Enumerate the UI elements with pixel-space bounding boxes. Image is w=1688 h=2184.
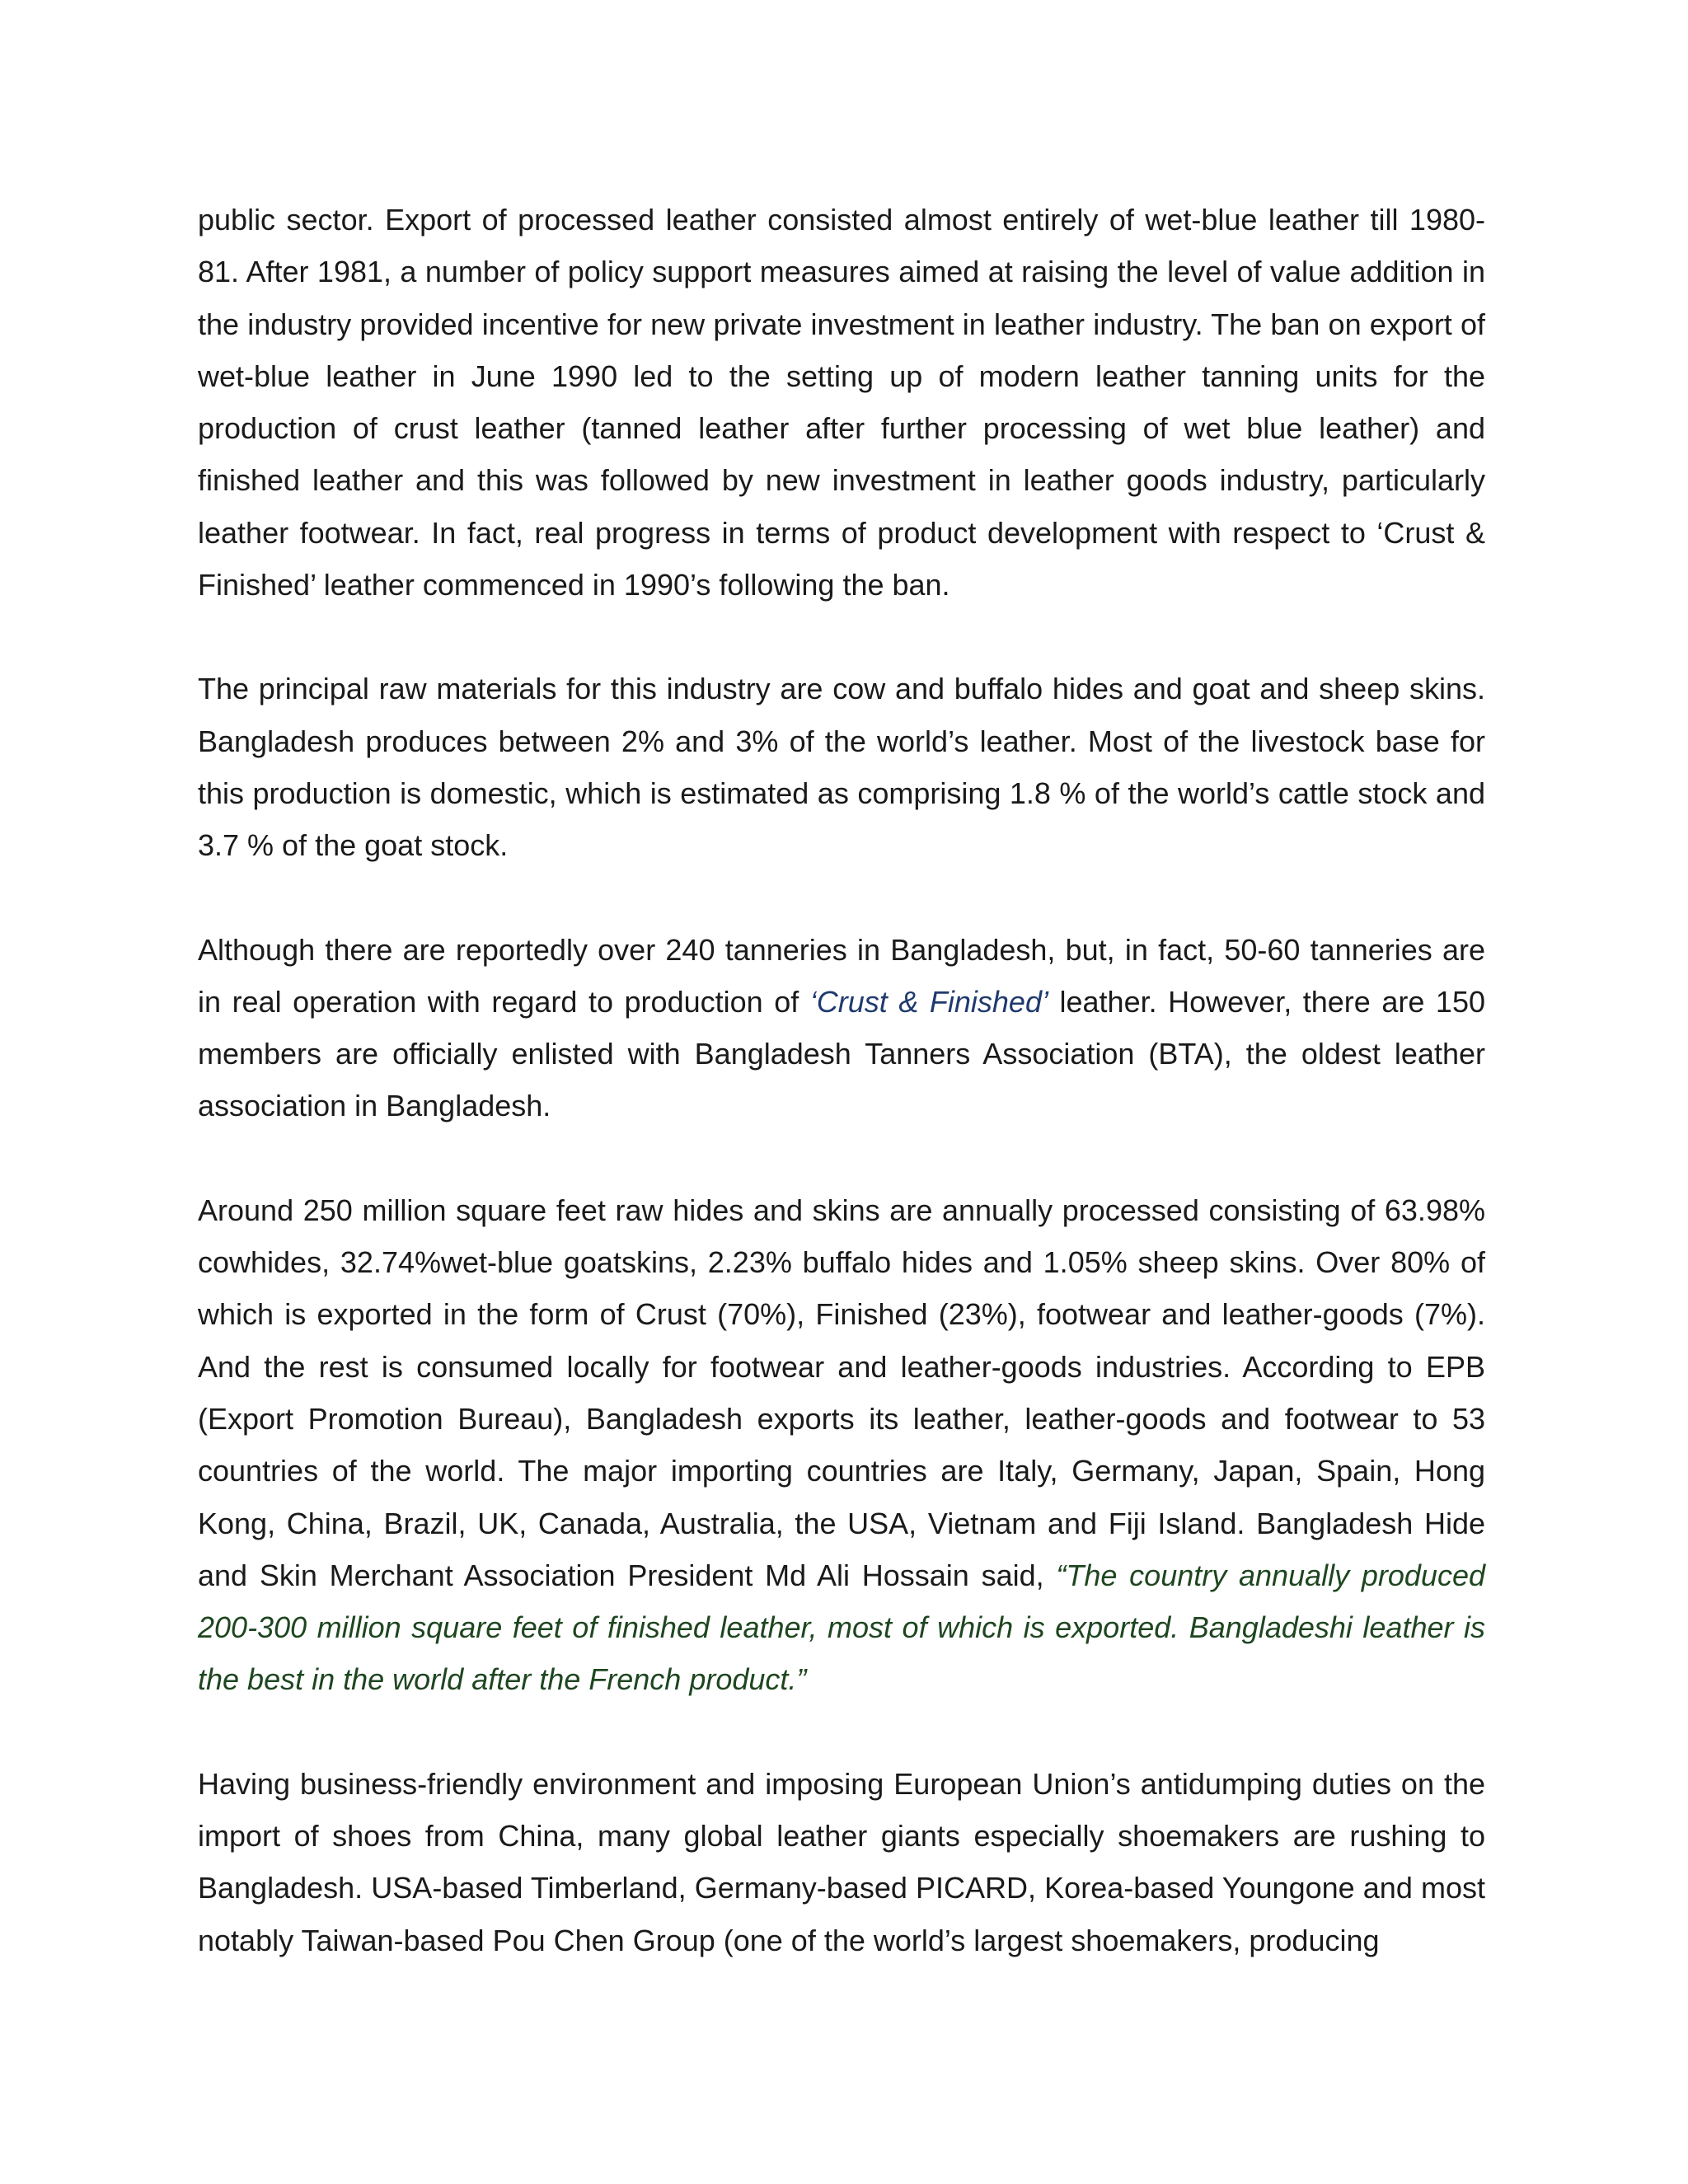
paragraph-raw-materials	[198, 663, 1485, 871]
paragraph-text: Around 250 million square feet raw hides and skins are annually processed consisting of 63.98% cowhides, 32.74%wet-blue goatskins, 2.23% buffalo hides and 1.05% sheep skins. Over 80% of which is exported in the form of Crust (70%), Finished (23%), footwear and leather-goods (7%). And the rest is consumed locally for footwear and leather-goods industries. According to EPB (Export Promotion Bureau), Bangladesh exports its leather, leather-goods and footwear to 53 countries of the world. The major importing countries are Italy, Germany, Japan, Spain, Hong Kong, China, Brazil, UK, Canada, Australia, the USA, Vietnam and Fiji Island. Bangladesh Hide and Skin Merchant Association President Md Ali Hossain said,	[198, 1193, 1485, 1592]
crust-finished-highlight: ‘Crust & Finished’	[809, 984, 1048, 1019]
paragraph-text: leather. However, there are 150 members are officially enlisted with Bangladesh Tanners Association (BTA), the oldest leather association in Bangladesh.	[198, 984, 1485, 1123]
paragraph-text: Although there are reportedly over 240 tanneries in Bangladesh, but, in fact, 50-60 tanneries are in real operation with regard to production of	[198, 932, 1485, 1019]
paragraph-leather-history	[198, 194, 1485, 611]
document-body	[198, 194, 1485, 1966]
paragraph-text: The principal raw materials for this industry are cow and buffalo hides and goat and sheep skins. Bangladesh produces between 2% and 3% of the world’s leather. Most of the livestock base for this production is domestic, which is estimated as comprising 1.8 % of the world’s cattle stock and 3.7 % of the goat stock.	[198, 672, 1485, 863]
paragraph-text: Having business-friendly environment and imposing European Union’s antidumping duties on the import of shoes from China, many global leather giants especially shoemakers are rushing to Bangladesh. USA-based Timberland, Germany-based PICARD, Korea-based Youngone and most notably Taiwan-based Pou Chen Group (one of the world’s largest shoemakers, producing	[198, 1766, 1485, 1957]
paragraph-tanneries	[198, 924, 1485, 1132]
paragraph-exports	[198, 1184, 1485, 1706]
paragraph-text: public sector. Export of processed leather consisted almost entirely of wet-blue leather till 1980-81. After 1981, a number of policy support measures aimed at raising the level of value addition in the industry provided incentive for new private investment in leather industry. The ban on export of wet-blue leather in June 1990 led to the setting up of modern leather tanning units for the production of crust leather (tanned leather after further processing of wet blue leather) and finished leather and this was followed by new investment in leather goods industry, particularly leather footwear. In fact, real progress in terms of product development with respect to ‘Crust & Finished’ leather commenced in 1990’s following the ban.	[198, 203, 1485, 602]
paragraph-global-investment	[198, 1758, 1485, 1966]
president-quote: “The country annually produced 200-300 million square feet of finished leather, most of which is exported. Bangladeshi leather is the best in the world after the French product.”	[198, 1558, 1485, 1697]
